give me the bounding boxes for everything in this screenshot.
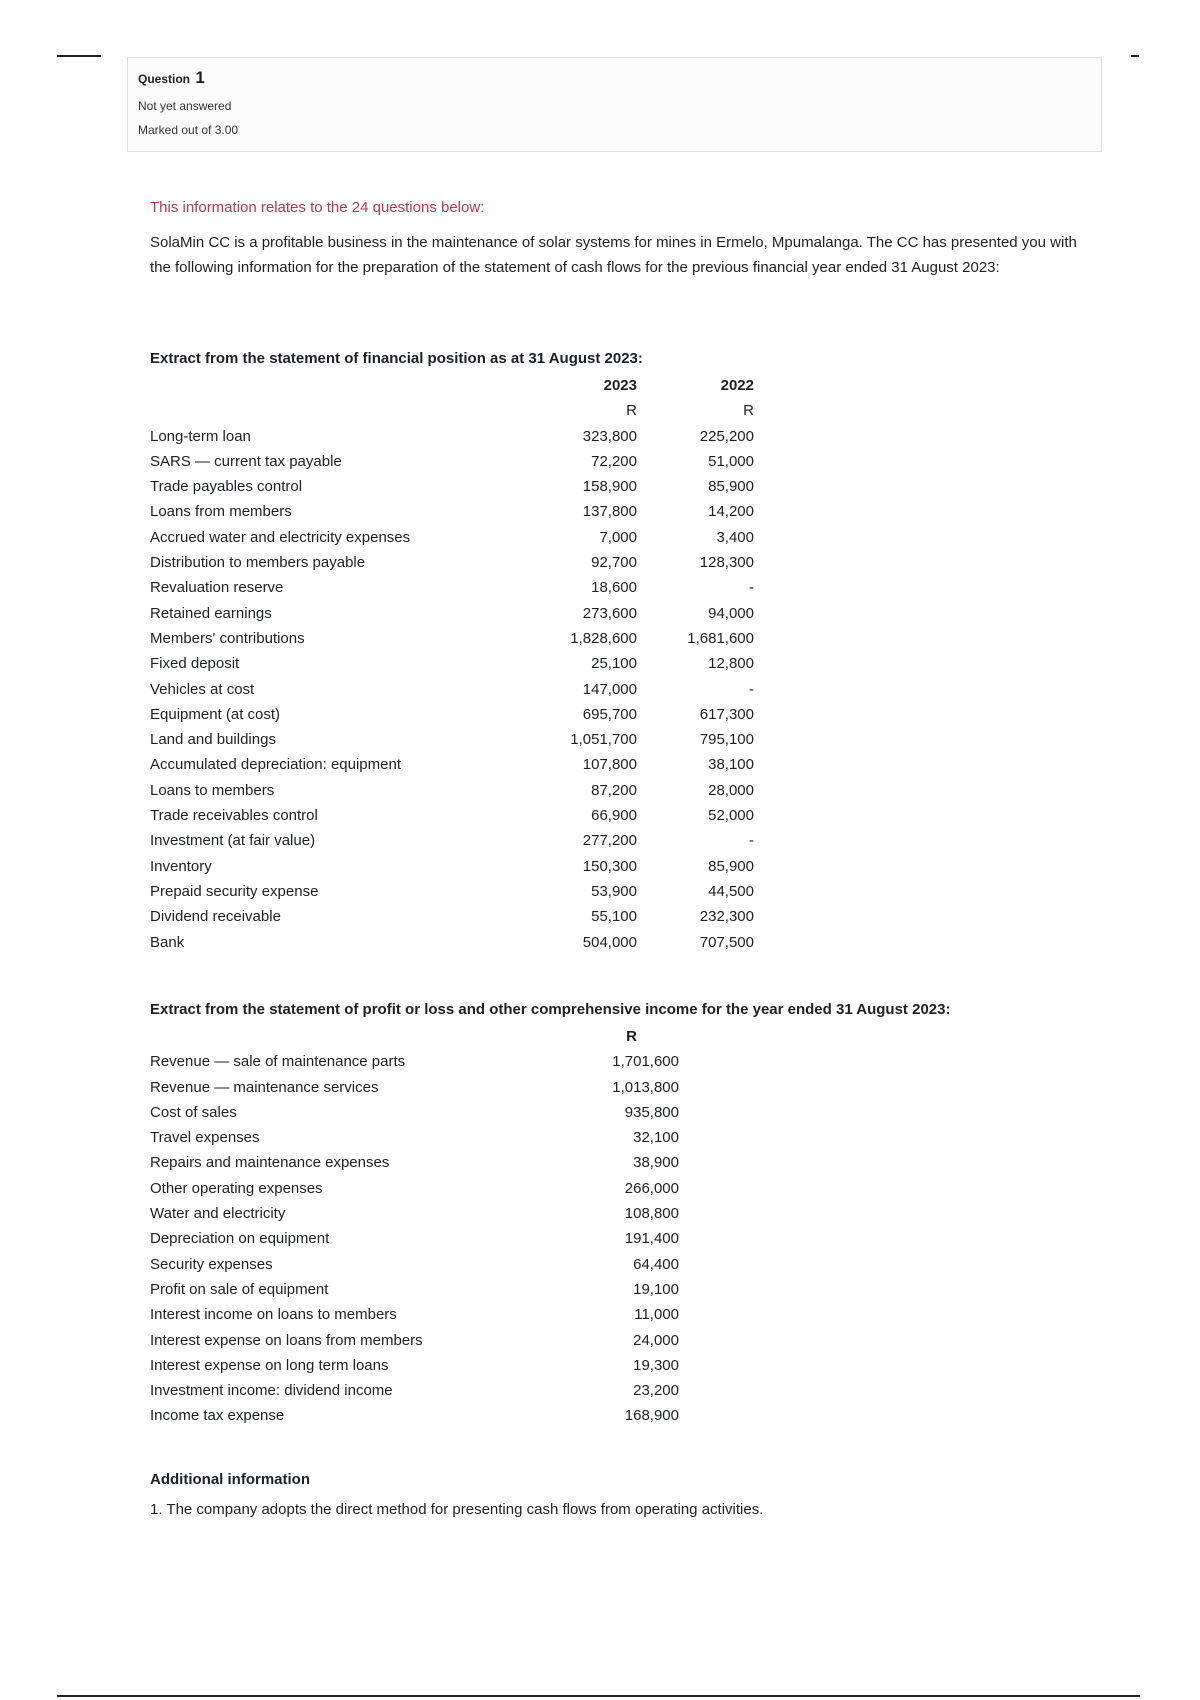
soci-row-value: 23,200 — [633, 1382, 679, 1400]
sofp-unit-row — [150, 398, 754, 423]
sofp-row-2022: - — [749, 680, 754, 698]
soci-row — [150, 1252, 679, 1277]
sofp-row-2023: 55,100 — [591, 908, 637, 926]
sofp-row-label: Distribution to members payable — [150, 554, 366, 572]
soci-row — [150, 1277, 679, 1302]
sofp-row — [150, 854, 754, 879]
soci-row-value: 64,400 — [633, 1255, 679, 1273]
sofp-row-2023: 66,900 — [591, 807, 637, 825]
soci-row-label: Income tax expense — [150, 1407, 285, 1425]
sofp-row-2022: 232,300 — [699, 908, 754, 926]
soci-section — [150, 1001, 950, 1429]
sofp-row — [150, 651, 754, 676]
soci-row — [150, 1201, 679, 1226]
sofp-row-label: Trade payables control — [150, 478, 303, 496]
soci-row — [150, 1226, 679, 1251]
soci-row-value: 38,900 — [633, 1154, 679, 1172]
soci-row-value: 108,800 — [624, 1205, 679, 1223]
sofp-row-2022: 38,100 — [708, 756, 754, 774]
sofp-row — [150, 626, 754, 651]
sofp-row-2023: 18,600 — [591, 579, 637, 597]
sofp-row-2023: 150,300 — [582, 857, 637, 875]
additional-items — [150, 1501, 763, 1518]
sofp-row-2023: 147,000 — [582, 680, 637, 698]
question-state: Not yet answered — [138, 99, 232, 113]
sofp-row-2022: 52,000 — [708, 807, 754, 825]
sofp-row — [150, 803, 754, 828]
sofp-row-label: Equipment (at cost) — [150, 705, 281, 723]
sofp-row — [150, 828, 754, 853]
col-2023-unit: R — [626, 402, 637, 420]
sofp-row-2023: 1,051,700 — [570, 731, 637, 749]
sofp-row — [150, 449, 754, 474]
sofp-row-2022: 85,900 — [708, 857, 754, 875]
soci-row — [150, 1049, 679, 1074]
sofp-row-label: Vehicles at cost — [150, 680, 255, 698]
soci-row — [150, 1328, 679, 1353]
question-content — [150, 196, 1100, 1518]
sofp-row-2023: 107,800 — [582, 756, 637, 774]
soci-row — [150, 1150, 679, 1175]
soci-row-value: 32,100 — [633, 1129, 679, 1147]
soci-row-label: Interest income on loans to members — [150, 1306, 397, 1324]
sofp-row-label: Fixed deposit — [150, 655, 240, 673]
sofp-row-2023: 504,000 — [582, 933, 637, 951]
soci-row-value: 11,000 — [634, 1306, 679, 1324]
soci-row — [150, 1378, 679, 1403]
sofp-row — [150, 525, 754, 550]
soci-row-value: 19,300 — [633, 1356, 679, 1374]
sofp-row-label: Members' contributions — [150, 629, 305, 647]
sofp-row — [150, 601, 754, 626]
sofp-row-label: SARS — current tax payable — [150, 452, 342, 470]
sofp-row-2023: 323,800 — [582, 427, 637, 445]
soci-row-label: Travel expenses — [150, 1129, 260, 1147]
sofp-title: Extract from the statement of financial position as at 31 August 2023: — [150, 350, 643, 367]
question-info-box — [127, 57, 1102, 152]
soci-row-value: 1,013,800 — [612, 1078, 679, 1096]
sofp-row-2022: 94,000 — [708, 604, 754, 622]
sofp-row-2023: 277,200 — [582, 832, 637, 850]
sofp-row — [150, 752, 754, 777]
sofp-row-2022: - — [749, 579, 754, 597]
sofp-row-2023: 695,700 — [582, 705, 637, 723]
sofp-row-2023: 273,600 — [582, 604, 637, 622]
additional-item: 1. The company adopts the direct method for presenting cash flows from operating activities. — [150, 1501, 764, 1518]
soci-title: Extract from the statement of profit or loss and other comprehensive income for the year ended 31 August 2023: — [150, 1001, 951, 1018]
soci-row — [150, 1100, 679, 1125]
sofp-row-label: Retained earnings — [150, 604, 272, 622]
soci-row-label: Interest expense on loans from members — [150, 1331, 423, 1349]
col-2023-header: 2023 — [603, 377, 637, 394]
sofp-row-label: Long-term loan — [150, 427, 251, 445]
sofp-row-label: Land and buildings — [150, 731, 276, 749]
sofp-row-2022: 3,400 — [716, 528, 754, 546]
soci-table — [150, 1024, 679, 1429]
sofp-row — [150, 727, 754, 752]
sofp-row-2023: 87,200 — [591, 781, 637, 799]
sofp-row-2022: 85,900 — [708, 478, 754, 496]
sofp-table — [150, 373, 754, 955]
soci-row-value: 935,800 — [624, 1103, 679, 1121]
sofp-row-2022: 1,681,600 — [687, 629, 754, 647]
sofp-row-2022: 128,300 — [699, 554, 754, 572]
additional-section — [150, 1471, 763, 1518]
sofp-row-label: Trade receivables control — [150, 807, 318, 825]
top-divider-left — [57, 55, 101, 57]
sofp-row — [150, 550, 754, 575]
sofp-row-label: Loans to members — [150, 781, 275, 799]
soci-row — [150, 1403, 679, 1428]
sofp-row-label: Accrued water and electricity expenses — [150, 528, 411, 546]
soci-unit-row — [150, 1024, 679, 1049]
soci-row-label: Repairs and maintenance expenses — [150, 1154, 390, 1172]
sofp-row-label: Inventory — [150, 857, 212, 875]
description-text: SolaMin CC is a profitable business in the maintenance of solar systems for mines in Ermelo, Mpumalanga. The CC has presented you with the following information for the preparation of the statement of cash flows for the previous financial year ended 31 August 2023: — [150, 234, 1077, 276]
sofp-row-2023: 53,900 — [591, 882, 637, 900]
sofp-row-2022: 225,200 — [699, 427, 754, 445]
soci-row-value: 191,400 — [624, 1230, 679, 1248]
sofp-row — [150, 474, 754, 499]
sofp-row-2022: 44,500 — [708, 882, 754, 900]
soci-row — [150, 1302, 679, 1327]
soci-row-label: Revenue — maintenance services — [150, 1078, 379, 1096]
question-number-value: 1 — [195, 68, 205, 87]
sofp-row-2022: 707,500 — [699, 933, 754, 951]
soci-row — [150, 1075, 679, 1100]
sofp-row-label: Loans from members — [150, 503, 292, 521]
sofp-row-2023: 92,700 — [591, 554, 637, 572]
sofp-row-2023: 158,900 — [582, 478, 637, 496]
sofp-row-2022: 617,300 — [699, 705, 754, 723]
soci-row-value: 266,000 — [624, 1179, 679, 1197]
question-number — [138, 68, 1091, 88]
soci-row-value: 1,701,600 — [612, 1053, 679, 1071]
sofp-row — [150, 499, 754, 524]
soci-row-label: Water and electricity — [150, 1205, 286, 1223]
sofp-row-2023: 7,000 — [599, 528, 637, 546]
soci-row-value: 19,100 — [633, 1280, 679, 1298]
sofp-row — [150, 930, 754, 955]
sofp-row-2023: 72,200 — [591, 452, 637, 470]
sofp-row-2022: 51,000 — [708, 452, 754, 470]
sofp-row-label: Bank — [150, 933, 185, 951]
question-label: Question — [138, 72, 191, 86]
soci-row — [150, 1176, 679, 1201]
sofp-row-2022: 795,100 — [699, 731, 754, 749]
sofp-row — [150, 575, 754, 600]
sofp-row-2022: - — [749, 832, 754, 850]
sofp-row — [150, 879, 754, 904]
soci-row-value: 168,900 — [624, 1407, 679, 1425]
additional-title: Additional information — [150, 1471, 310, 1488]
sofp-header-row — [150, 373, 754, 398]
col-2022-unit: R — [743, 402, 754, 420]
sofp-row — [150, 702, 754, 727]
col-2022-header: 2022 — [720, 377, 754, 394]
sofp-row — [150, 778, 754, 803]
sofp-row-2022: 12,800 — [708, 655, 754, 673]
sofp-row-label: Investment (at fair value) — [150, 832, 316, 850]
soci-row-label: Interest expense on long term loans — [150, 1356, 389, 1374]
sofp-row-2022: 14,200 — [708, 503, 754, 521]
top-divider-right — [1131, 55, 1139, 57]
sofp-row — [150, 904, 754, 929]
question-grade: Marked out of 3.00 — [138, 123, 239, 137]
sofp-row-2023: 1,828,600 — [570, 629, 637, 647]
sofp-row-label: Revaluation reserve — [150, 579, 284, 597]
intro-text: This information relates to the 24 questions below: — [150, 199, 485, 216]
soci-row-label: Revenue — sale of maintenance parts — [150, 1053, 406, 1071]
soci-row-label: Other operating expenses — [150, 1179, 323, 1197]
sofp-row-2023: 25,100 — [591, 655, 637, 673]
sofp-row-label: Prepaid security expense — [150, 882, 319, 900]
sofp-row-label: Accumulated depreciation: equipment — [150, 756, 401, 774]
soci-unit: R — [626, 1028, 637, 1045]
bottom-divider — [57, 1695, 1140, 1697]
sofp-row — [150, 424, 754, 449]
soci-row — [150, 1125, 679, 1150]
sofp-row — [150, 677, 754, 702]
soci-row-value: 24,000 — [633, 1331, 679, 1349]
soci-row-label: Profit on sale of equipment — [150, 1280, 329, 1298]
soci-row — [150, 1353, 679, 1378]
sofp-row-2023: 137,800 — [582, 503, 637, 521]
sofp-section — [150, 350, 754, 955]
sofp-row-label: Dividend receivable — [150, 908, 281, 926]
soci-row-label: Cost of sales — [150, 1103, 237, 1121]
soci-row-label: Investment income: dividend income — [150, 1382, 393, 1400]
soci-row-label: Depreciation on equipment — [150, 1230, 330, 1248]
soci-row-label: Security expenses — [150, 1255, 273, 1273]
sofp-row-2022: 28,000 — [708, 781, 754, 799]
